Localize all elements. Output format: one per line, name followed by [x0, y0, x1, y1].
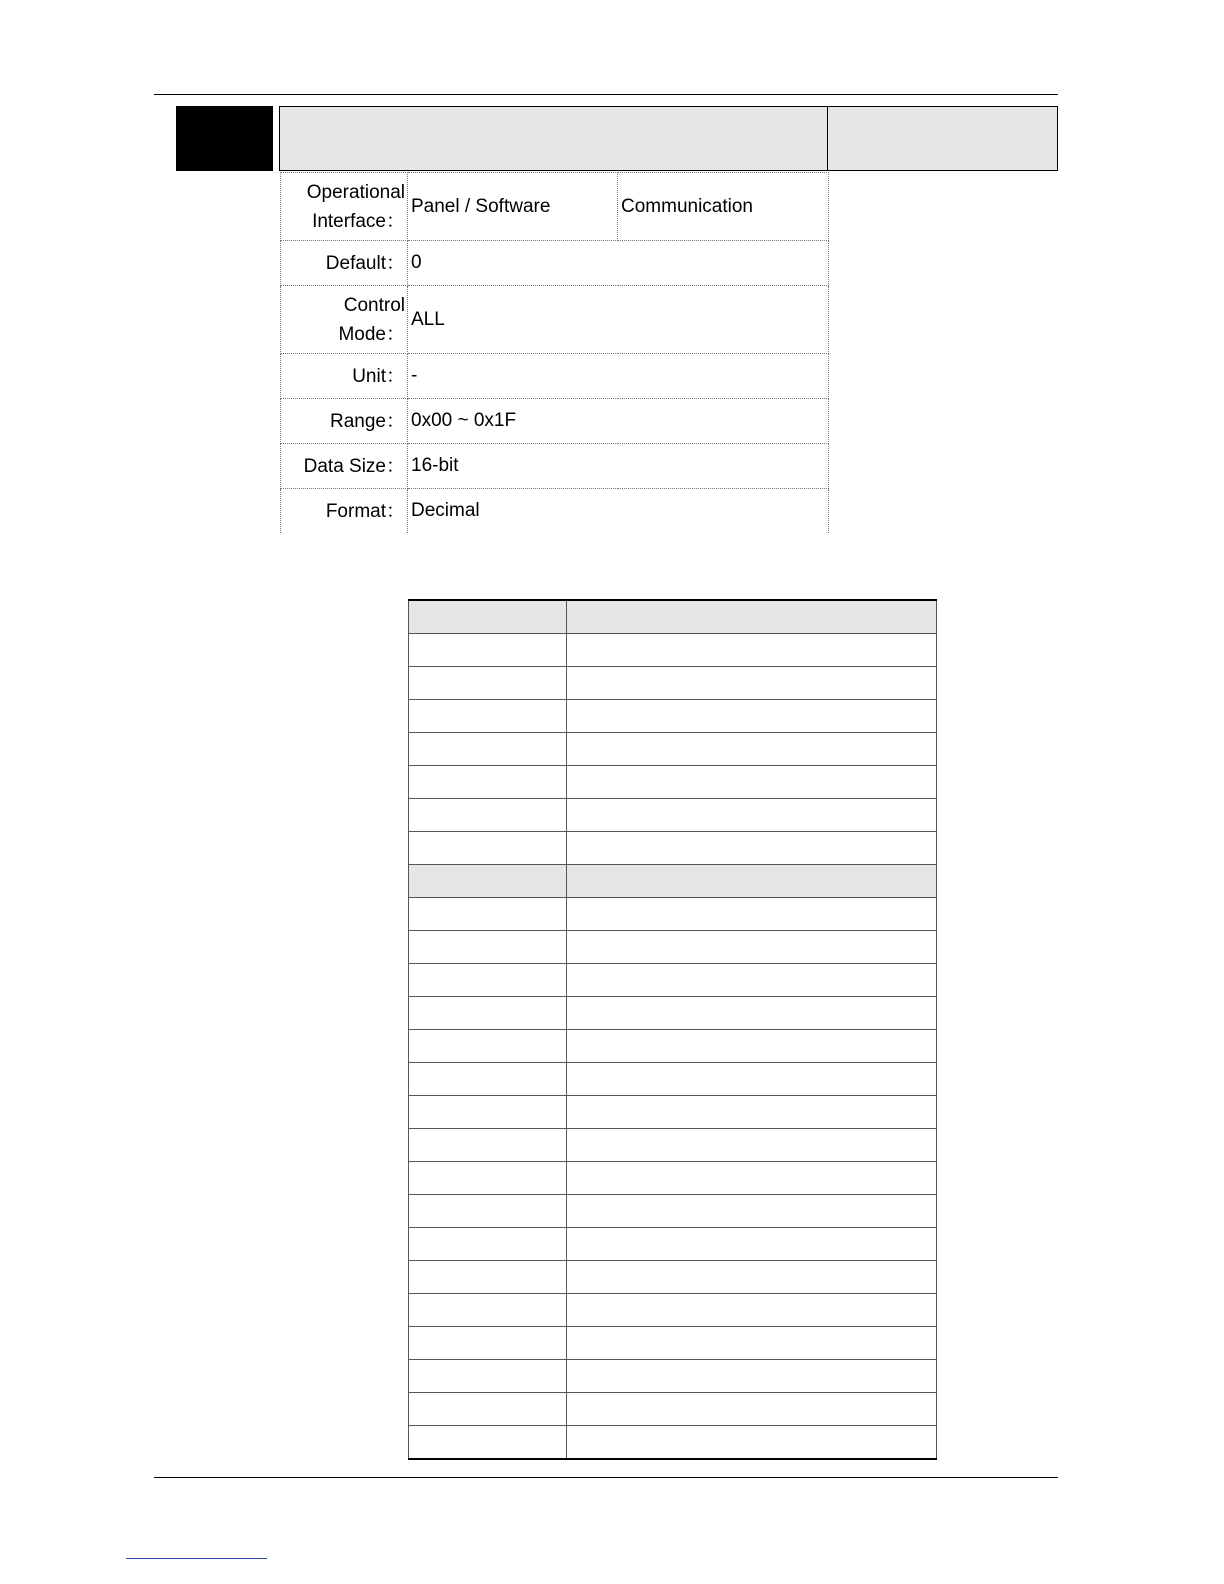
table-row [409, 1195, 937, 1228]
data-size-value: 16-bit [408, 444, 829, 489]
table-cell [567, 1162, 937, 1195]
control-mode-value: ALL [408, 286, 829, 354]
table-cell [409, 997, 567, 1030]
table-cell [567, 997, 937, 1030]
table-cell [409, 898, 567, 931]
table-cell [567, 865, 937, 898]
table-cell [409, 799, 567, 832]
row-format [281, 489, 829, 534]
table-row [409, 931, 937, 964]
operational-interface-label [281, 173, 408, 241]
row-unit [281, 354, 829, 399]
table-cell [567, 1030, 937, 1063]
table-cell [409, 1195, 567, 1228]
operational-interface-panel: Panel / Software [408, 173, 618, 241]
table-row [409, 766, 937, 799]
table-row [409, 1063, 937, 1096]
table-cell [409, 1327, 567, 1360]
table-cell [409, 964, 567, 997]
table-cell [567, 667, 937, 700]
header-cell-address [828, 106, 1058, 171]
table-cell [409, 634, 567, 667]
unit-value: - [408, 354, 829, 399]
table-cell [409, 1261, 567, 1294]
table-cell [567, 1294, 937, 1327]
table-cell [567, 931, 937, 964]
table-row [409, 667, 937, 700]
control-mode-label-line2: Mode： [338, 323, 405, 345]
table-row [409, 898, 937, 931]
range-label: Range： [281, 399, 408, 444]
control-mode-label-line1: Control [343, 294, 405, 316]
footer-link-underline[interactable] [126, 1558, 267, 1559]
table-row [409, 1129, 937, 1162]
format-value: Decimal [408, 489, 829, 534]
table-cell [567, 1195, 937, 1228]
default-value: 0 [408, 241, 829, 286]
table-cell [409, 1063, 567, 1096]
table-row [409, 799, 937, 832]
table-cell [567, 1228, 937, 1261]
parameter-code-block [176, 106, 273, 171]
table-cell [567, 1261, 937, 1294]
table-cell [567, 1129, 937, 1162]
operational-interface-communication: Communication [618, 173, 829, 241]
table-cell [409, 1426, 567, 1460]
table-row [409, 1096, 937, 1129]
table-cell [567, 1426, 937, 1460]
operational-interface-label-line1: Operational [306, 181, 405, 203]
table-row [409, 1228, 937, 1261]
table-cell [409, 1129, 567, 1162]
table-cell [409, 1360, 567, 1393]
table-cell [409, 1393, 567, 1426]
table-section-header-row [409, 865, 937, 898]
table-cell [567, 799, 937, 832]
table-cell [409, 1030, 567, 1063]
header-cell-name [372, 106, 828, 171]
table-cell [409, 1294, 567, 1327]
table-row [409, 1261, 937, 1294]
table-cell [567, 600, 937, 634]
table-cell [567, 1063, 937, 1096]
unit-label: Unit： [281, 354, 408, 399]
table-cell [409, 1096, 567, 1129]
control-mode-label [281, 286, 408, 354]
table-cell [409, 931, 567, 964]
table-cell [409, 667, 567, 700]
table-cell [567, 964, 937, 997]
table-cell [567, 898, 937, 931]
table-row [409, 964, 937, 997]
table-cell [409, 600, 567, 634]
table-cell [567, 1096, 937, 1129]
table-cell [409, 1228, 567, 1261]
row-data-size [281, 444, 829, 489]
table-row [409, 700, 937, 733]
table-row [409, 1294, 937, 1327]
table-row [409, 634, 937, 667]
table-row [409, 733, 937, 766]
format-label: Format： [281, 489, 408, 534]
table-cell [567, 832, 937, 865]
row-range [281, 399, 829, 444]
table-cell [567, 766, 937, 799]
parameter-attributes-table [280, 172, 829, 533]
table-cell [567, 700, 937, 733]
table-cell [409, 766, 567, 799]
table-row [409, 997, 937, 1030]
table-cell [567, 733, 937, 766]
table-cell [567, 1393, 937, 1426]
table-cell [567, 634, 937, 667]
table-cell [409, 733, 567, 766]
data-size-label: Data Size： [281, 444, 408, 489]
row-control-mode [281, 286, 829, 354]
table-row [409, 832, 937, 865]
operational-interface-label-line2: Interface： [312, 210, 405, 232]
table-row [409, 1360, 937, 1393]
row-default [281, 241, 829, 286]
table-row [409, 1162, 937, 1195]
table-cell [567, 1360, 937, 1393]
table-cell [409, 832, 567, 865]
table-row [409, 1030, 937, 1063]
setting-description-table [408, 599, 937, 1460]
table-cell [409, 1162, 567, 1195]
table-cell [409, 700, 567, 733]
table-row [409, 1426, 937, 1460]
table-header-row [409, 600, 937, 634]
table-row [409, 1393, 937, 1426]
default-label: Default： [281, 241, 408, 286]
header-cell-code [279, 106, 374, 171]
footer-rule [154, 1477, 1058, 1478]
table-cell [567, 1327, 937, 1360]
header-rule [154, 94, 1058, 95]
row-operational-interface [281, 173, 829, 241]
table-cell [409, 865, 567, 898]
table-row [409, 1327, 937, 1360]
range-value: 0x00 ~ 0x1F [408, 399, 829, 444]
